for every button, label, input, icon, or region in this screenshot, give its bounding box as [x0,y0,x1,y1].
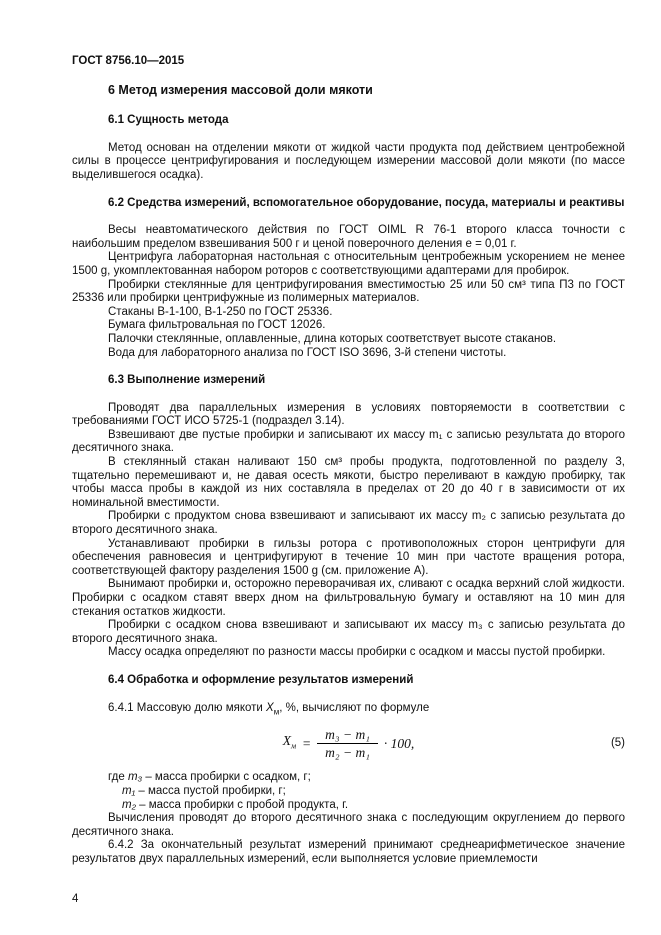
section-6-1-paragraph: Метод основан на отделении мякоти от жидкой части продукта под действием центробежной силы в процессе центрифугирования и последующем измерении массовой доли мякоти (по массе выделившегося осадка). [72,141,625,181]
paragraph-weigh-empty-tubes: Взвешивают две пустые пробирки и записывают их массу m₁ с записью результата до второго десятичного знака. [72,428,625,455]
variable-x: X [266,701,274,714]
subscript-m: м [273,706,280,716]
variable-m1: m₁ [122,785,136,798]
formula-number: (5) [610,737,625,750]
section-6-title: 6 Метод измерения массовой доли мякоти [108,82,373,97]
paragraph-tubes: Пробирки стеклянные для центрифугирования вместимостью 25 или 50 см³ типа П3 по ГОСТ 25336 или пробирки центрифужные из полимерных материалов. [72,278,625,305]
fraction-numerator: m₃ − m₁ [317,727,378,744]
where-line-m3 [72,771,625,785]
paragraph-scales: Весы неавтоматического действия по ГОСТ OIML R 76-1 второго класса точности с наибольшим пределом взвешивания 500 г и ценой поверочного деления e = 0,01 г. [72,224,625,250]
fraction-denominator: m₂ − m₁ [325,745,370,761]
text-run: – масса пробирки с пробой продукта, г. [135,798,349,811]
paragraph-6-4-2: 6.4.2 За окончательный результат измерений принимают среднеарифметическое значение результатов двух параллельных измерений, если выполняется условие приемлемости [72,839,625,866]
section-6-1-title: 6.1 Сущность метода [108,114,229,127]
variable-x: X [282,733,291,749]
paragraph-centrifuging: Устанавливают пробирки в гильзы ротора с противоположных сторон центрифуги для обеспечения равновесия и центрифугируют в течение 10 мин при частоте вращения ротора, соответствующей фактору разделения 1500 g (см. приложение А). [72,537,625,577]
paragraph-glass-rods: Палочки стеклянные, оплавленные, длина которых соответствует высоте стаканов. [108,332,557,345]
where-line-m1 [72,785,625,799]
text-run: – масса пробирки с осадком, г; [142,771,311,784]
paragraph-water: Вода для лабораторного анализа по ГОСТ ISO 3696, 3-й степени чистоты. [108,346,507,359]
paragraph-beakers: Стаканы В-1-100, В-1-250 по ГОСТ 25336. [108,305,333,318]
variable-m3: m₃ [127,771,143,784]
doc-number-header: ГОСТ 8756.10—2015 [72,55,185,67]
variable-m2: m₂ [122,798,136,811]
paragraph-weigh-tubes-product: Пробирки с продуктом снова взвешивают и записывают их массу m₂ с записью результата до второго десятичного знака. [72,510,625,537]
page-number: 4 [72,893,79,906]
section-6-4-title: 6.4 Обработка и оформление результатов измерений [108,673,414,686]
where-line-m2 [72,799,625,813]
paragraph-weigh-tubes-sediment: Пробирки с осадком снова взвешивают и записывают их массу m₃ с записью результата до второго десятичного знака. [72,619,625,645]
paragraph-rounding: Вычисления проводят до второго десятичного знака с последующим округлением до первого десятичного знака. [72,812,625,838]
text-run: где [108,771,128,784]
text-run: 6.4.1 Массовую долю мякоти [108,701,267,714]
equals-sign: = [302,736,312,752]
text-run: – масса пустой пробирки, г; [135,785,286,798]
paragraph-filter-paper: Бумага фильтровальная по ГОСТ 12026. [108,319,326,332]
paragraph-pour-sample: В стеклянный стакан наливают 150 см³ пробы продукта, подготовленной по разделу 3, тщательно перемешивают и, не давая осесть мякоти, быстро переливают в каждую пробирку, так чтобы масса пробы в каждой из них составляла в пределах от 20 до 40 г в зависимости от их номинальной вместимости. [72,456,625,509]
text-run: , %, вычисляют по формуле [279,701,430,714]
paragraph-6-4-1 [72,702,625,719]
formula-expression [283,727,415,760]
formula-5 [72,727,625,760]
section-6-3-title: 6.3 Выполнение измерений [108,374,266,387]
fraction [317,727,378,760]
formula-lhs [283,734,296,753]
section-6-2-title: 6.2 Средства измерений, вспомогательное оборудование, посуда, материалы и реактивы [108,196,625,209]
paragraph-parallel-measurements: Проводят два параллельных измерения в условиях повторяемости в соответствии с требованиями ГОСТ ИСО 5725-1 (подраздел 3.14). [72,401,625,428]
paragraph-centrifuge: Центрифуга лабораторная настольная с относительным центробежным ускорением не менее 1500 g, укомплектованная набором роторов с соответствующими адаптерами для пробирок. [72,251,625,277]
formula-multiplier: · 100, [383,736,415,752]
paragraph-sediment-mass: Массу осадка определяют по разности массы пробирки с осадком и массы пустой пробирки. [108,646,606,659]
paragraph-drain-liquid: Вынимают пробирки и, осторожно переворачивая их, сливают с осадка верхний слой жидкости. Пробирки с осадком ставят вверх дном на фильтровальную бумагу и оставляют на 10 мин для стекания остатков жидкости. [72,578,625,618]
subscript-m: м [290,742,297,751]
